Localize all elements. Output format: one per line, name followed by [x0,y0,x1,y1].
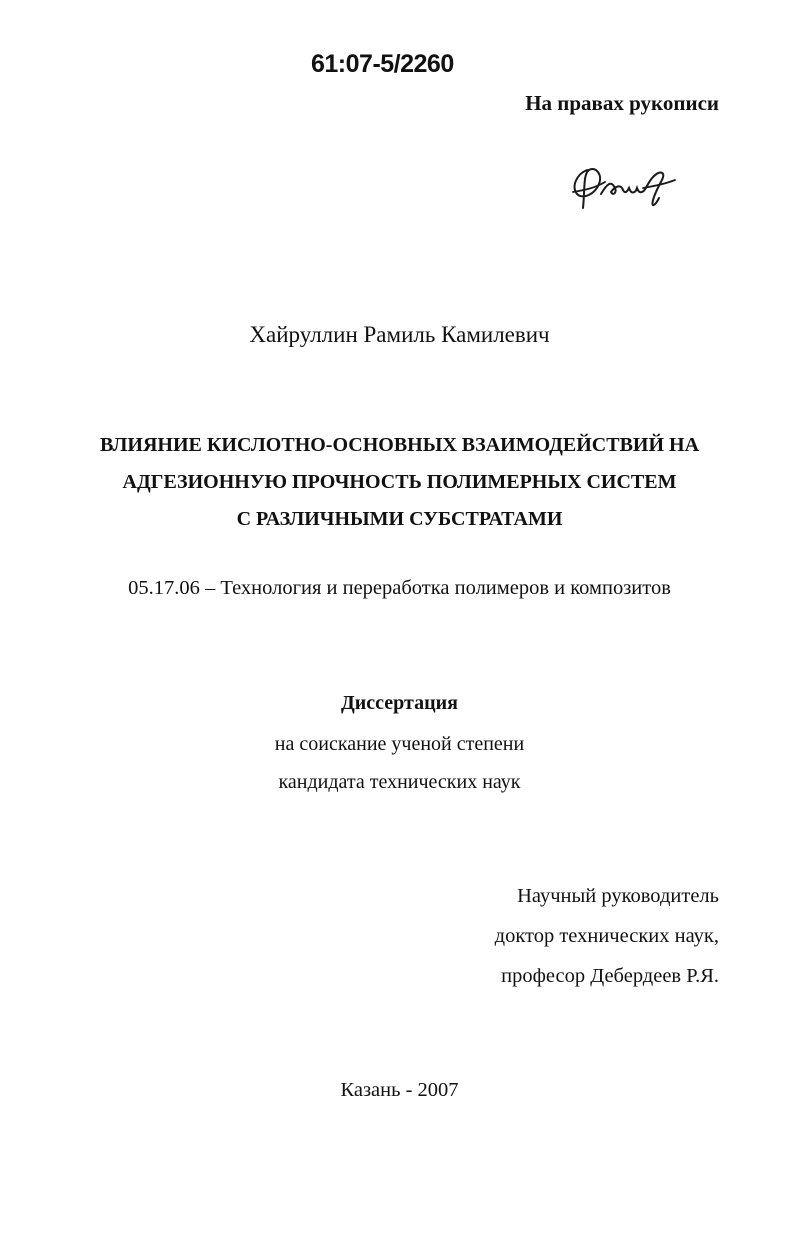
catalog-code: 61:07-5/2260 [311,50,454,78]
degree-line: на соискание ученой степени [274,733,525,755]
signature-icon [565,160,680,215]
city-year: Казань - 2007 [340,1079,459,1101]
supervisor-line: Научный руководитель [517,885,719,907]
title-line: С РАЗЛИЧНЫМИ СУБСТРАТАМИ [236,508,563,530]
degree-line: кандидата технических наук [278,771,521,793]
dissertation-title [0,427,799,538]
specialty-code: 05.17.06 – Технология и переработка полимеров и композитов [128,577,671,599]
supervisor-line: професор Дебердеев Р.Я. [501,965,719,987]
title-line: ВЛИЯНИЕ КИСЛОТНО-ОСНОВНЫХ ВЗАИМОДЕЙСТВИЙ НА [99,434,700,456]
work-type: Диссертация [341,692,458,714]
manuscript-rights-label: На правах рукописи [525,91,719,115]
title-line: АДГЕЗИОННУЮ ПРОЧНОСТЬ ПОЛИМЕРНЫХ СИСТЕМ [122,471,677,493]
author-name: Хайруллин Рамиль Камилевич [249,322,550,347]
supervisor-line: доктор технических наук, [494,925,719,947]
